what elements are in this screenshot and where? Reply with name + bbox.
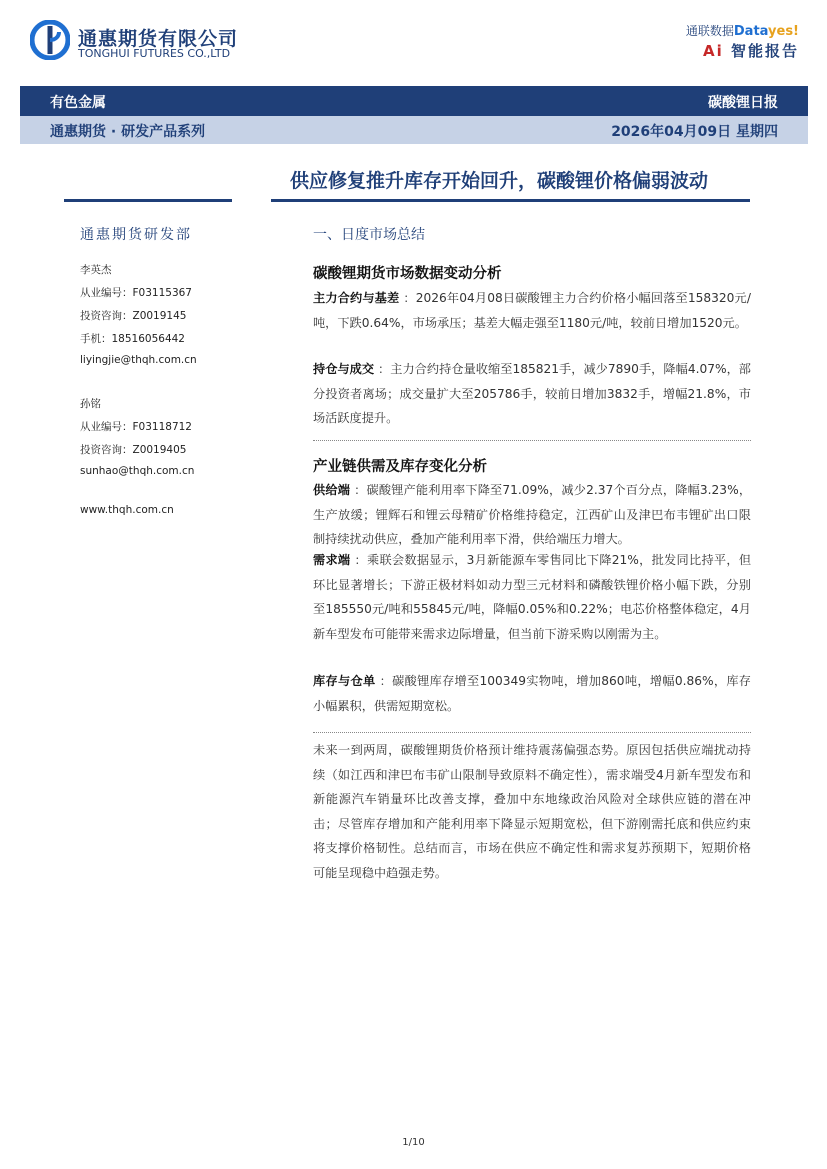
report-date: 2026年04月09日 星期四 bbox=[611, 124, 778, 140]
analyst-email[interactable]: sunhao@thqh.com.cn bbox=[80, 465, 195, 477]
brand-ai: Ai bbox=[702, 42, 724, 60]
website-link[interactable]: www.thqh.com.cn bbox=[80, 504, 174, 516]
analyst-name: 孙铭 bbox=[80, 398, 101, 410]
paragraph-position-volume bbox=[313, 357, 751, 431]
brand-report: 智能报告 bbox=[730, 42, 799, 60]
series-banner bbox=[20, 116, 808, 144]
para-label: 主力合约与基差 bbox=[313, 291, 400, 305]
para-text: ：碳酸锂产能利用率下降至71.09%，减少2.37个百分点，降幅3.23%，生产放缓；锂辉石和锂云母精矿价格维持稳定，江西矿山及津巴布韦锂矿出口限制持续扰动供应，叠加产能利用率下滑，供给端压力增大。 bbox=[313, 483, 752, 546]
series-label: 通惠期货 · 研发产品系列 bbox=[50, 124, 206, 140]
brand-prefix: 通联数据 bbox=[685, 24, 734, 38]
para-text: ：主力合约持仓量收缩至185821手，减少7890手，降幅4.07%，部分投资者离场；成交量扩大至205786手，较前日增加3832手，增幅21.8%，市场活跃度提升。 bbox=[313, 362, 751, 425]
sidebar-divider bbox=[64, 199, 232, 202]
analyst-license: 从业编号：F03115367 bbox=[80, 287, 192, 299]
datayes-brand bbox=[686, 22, 799, 39]
brand-data: Data bbox=[733, 24, 769, 39]
company-name-en: TONGHUI FUTURES CO.,LTD bbox=[78, 47, 231, 60]
analyst-consult: 投资咨询：Z0019145 bbox=[80, 310, 187, 322]
para-text: ：2026年04月08日碳酸锂主力合约价格小幅回落至158320元/吨，下跌0.64%，市场承压；基差大幅走强至1180元/吨，较前日增加1520元。 bbox=[313, 291, 752, 330]
analyst-consult: 投资咨询：Z0019405 bbox=[80, 444, 187, 456]
company-name-cn: 通惠期货有限公司 bbox=[78, 28, 239, 50]
category-label: 有色金属 bbox=[50, 95, 106, 111]
analyst-license: 从业编号：F03118712 bbox=[80, 421, 192, 433]
paragraph-supply bbox=[313, 478, 751, 552]
paragraph-demand bbox=[313, 548, 751, 646]
analyst-name: 李英杰 bbox=[80, 264, 112, 276]
para-label: 库存与仓单 bbox=[313, 674, 376, 688]
para-label: 持仓与成交 bbox=[313, 362, 375, 376]
para-label: 供给端 bbox=[313, 483, 351, 497]
report-title: 供应修复推升库存开始回升，碳酸锂价格偏弱波动 bbox=[290, 170, 709, 192]
page-number: 1/10 bbox=[402, 1137, 425, 1148]
title-divider bbox=[271, 199, 750, 202]
research-dept: 通惠期货研发部 bbox=[80, 227, 192, 243]
paragraph-outlook: 未来一到两周，碳酸锂期货价格预计维持震荡偏强态势。原因包括供应端扰动持续（如江西和津巴布韦矿山限制导致原料不确定性），需求端受4月新车型发布和新能源汽车销量环比改善支撑，叠加中东地缘政治风险对全球供应链的潜在冲击；尽管库存增加和产能利用率下降显示短期宽松，但下游刚需托底和供应约束将支撑价格韧性。总结而言，市场在供应不确定性和需求复苏预期下，短期价格可能呈现稳中趋强走势。 bbox=[313, 743, 751, 880]
paragraph-inventory bbox=[313, 669, 751, 718]
dotted-divider bbox=[313, 732, 751, 733]
paragraph-contract-basis bbox=[313, 286, 751, 335]
dotted-divider bbox=[313, 440, 751, 441]
brand-yes: yes! bbox=[768, 24, 799, 39]
subsection-heading: 碳酸锂期货市场数据变动分析 bbox=[313, 266, 502, 282]
ai-report-brand bbox=[703, 40, 799, 61]
report-type-label: 碳酸锂日报 bbox=[708, 95, 778, 111]
category-banner bbox=[20, 86, 808, 116]
company-logo-icon bbox=[30, 20, 70, 60]
para-text: ：碳酸锂库存增至100349实物吨，增加860吨，增幅0.86%，库存小幅累积，供需短期宽松。 bbox=[313, 674, 751, 713]
analyst-phone: 手机：18516056442 bbox=[80, 333, 185, 345]
para-text: ：乘联会数据显示，3月新能源车零售同比下降21%，批发同比持平，但环比显著增长；下游正极材料如动力型三元材料和磷酸铁锂价格小幅下跌，分别至185550元/吨和55845元/吨，降幅0.05%和0.22%；电芯价格整体稳定，4月新车型发布可能带来需求边际增量，但当前下游采购以刚需为主。 bbox=[313, 553, 752, 641]
analyst-email[interactable]: liyingjie@thqh.com.cn bbox=[80, 354, 197, 366]
subsection-heading: 产业链供需及库存变化分析 bbox=[313, 459, 487, 475]
para-label: 需求端 bbox=[313, 553, 351, 567]
section-heading: 一、日度市场总结 bbox=[313, 227, 425, 243]
